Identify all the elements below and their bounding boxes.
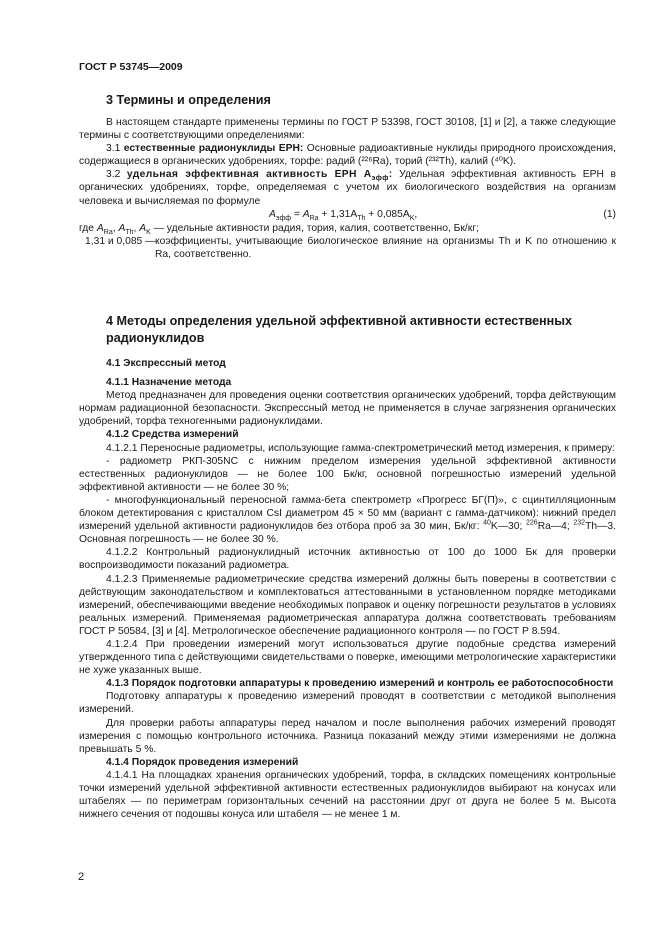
section-4-body xyxy=(79,357,616,821)
term-3-2 xyxy=(79,168,616,207)
subsection-4-1-1-text: Метод предназначен для проведения оценки соответствия органических удобрений, торфа действующим нормам радиационной безопасности. Экспрессный метод не применяется в случае загрязнения органических удобрений, торфа техногенными радионуклидами. xyxy=(79,390,616,428)
term-3-2-number: 3.2 xyxy=(106,169,127,181)
formula-1-number: (1) xyxy=(603,208,616,220)
section-3-body xyxy=(79,116,616,262)
term-3-1-term: естественные радионуклиды ЕРН: xyxy=(123,143,304,155)
term-3-2-term-subscript: эфф xyxy=(371,175,389,183)
running-header: ГОСТ Р 53745—2009 xyxy=(79,61,183,73)
formula-where-2 xyxy=(79,235,616,262)
formula-where-2-text: коэффициенты, учитывающие биологическое влияние на организмы Th и K по отношению к Ra, соответственно. xyxy=(155,235,616,260)
clause-4-1-2-1: 4.1.2.1 Переносные радиометры, использующие гамма-спектрометрический метод измерения, к примеру: xyxy=(106,442,616,454)
clause-4-1-2-4: 4.1.2.4 При проведении измерений могут использоваться другие подобные средства измерений утвержденного типа с действующими свидетельствами о поверке, имеющими метрологические характеристики не хуже указанных выше. xyxy=(79,638,616,677)
page-number: 2 xyxy=(78,871,85,883)
term-3-1-number: 3.1 xyxy=(106,143,124,155)
section-3-intro: В настоящем стандарте применены термины по ГОСТ Р 53398, ГОСТ 30108, [1] и [2], а также следующие термины с соответствующими определениями: xyxy=(79,117,616,142)
formula-where-1: где $A_{Ra}$, $A_{Th}$, $A_K$ — удельные активности радия, тория, калия, соответственно, Бк/кг; xyxy=(79,222,479,236)
subsection-4-1-3-text-1: Подготовку аппаратуры к проведению измерений проводят в соответствии с методикой выполнения измерений. xyxy=(79,691,616,716)
formula-1 xyxy=(79,208,616,222)
clause-4-1-2-2: 4.1.2.2 Контрольный радионуклидный источник активностью от 100 до 1000 Бк для проверки воспроизводимости показаний радиометра. xyxy=(79,547,616,572)
formula-where-2-symbol: 1,31 и 0,085 — xyxy=(85,235,156,247)
formula-1-expression: $A_{эфф} = A_{Ra} + 1,31A_{Th} + 0,085A_K$, xyxy=(269,208,418,222)
term-3-2-definition: Удельная эффективная активность ЕРН в органических удобрениях, торфе, определяемая с учетом их биологического воздействия на организм человека и вычисляемая по формуле xyxy=(79,169,616,207)
clause-4-1-2-3: 4.1.2.3 Применяемые радиометрические средства измерений должны быть поверены в соответствии с действующим законодательством и комплектоваться аттестованными в установленном порядке методиками измерений, обеспечивающими введение необходимых поправок и оценку погрешности результатов в условиях реальных измерений. Применяемая радиометрическая аппаратура должна соответствовать требованиям ГОСТ Р 50584, [3] и [4]. Метрологическое обеспечение радиационного контроля — по ГОСТ Р 8.594. xyxy=(79,573,616,637)
clause-4-1-4-1: 4.1.4.1 На площадках хранения органических удобрений, торфа, в складских помещениях контрольные точки измерений удельной эффективной активности естественных радионуклидов выбирают на конусах или штабелях — по периметрам горизонтальных сечений на расстоянии друг от друга не более 5 м. Высота нижнего сечения от подошвы конуса или штабеля — не менее 1 м. xyxy=(79,769,616,821)
subsection-4-1-4-title: 4.1.4 Порядок проведения измерений xyxy=(106,756,299,768)
clause-4-1-2-1-item-a: - радиометр РКП-305NC с нижним пределом измерения удельной эффективной активности естественных радионуклидов — не более 100 Бк/кг, основной погрешностью измерений удельной эффективной активности — не более 30 %; xyxy=(79,455,616,493)
subsection-4-1-3-text-2: Для проверки работы аппаратуры перед началом и после выполнения рабочих измерений проводят измерения с помощью контрольного источника. Разница показаний между этими измерениями не должна превышать 5 %. xyxy=(79,717,616,755)
subsection-4-1-title: 4.1 Экспрессный метод xyxy=(106,358,226,369)
section-4-title: 4 Методы определения удельной эффективной активности естественных радионуклидов xyxy=(106,314,573,345)
subsection-4-1-1-title: 4.1.1 Назначение метода xyxy=(106,377,232,389)
term-3-1-definition: Основные радиоактивные нуклиды природного происхождения, содержащиеся в органических удобрениях, торфе: радий (²²⁶Ra), торий (²³²Th), калий (⁴⁰K). xyxy=(79,143,616,168)
subsection-4-1-2-title: 4.1.2 Средства измерений xyxy=(106,429,239,441)
term-3-2-colon: : xyxy=(388,169,393,181)
term-3-1 xyxy=(79,142,616,168)
clause-4-1-2-1-item-b: - многофункциональный переносной гамма-бета спектрометр «Прогресс БГ(П)», с сцинтилляционным блоком детектирования с кристаллом CsI диаметром 45 × 50 мм (вариант с гамма-датчиком): нижний предел измерений удельной активности радионуклидов без отбора проб за 30 мин, Бк/кг: $^{40}$K—30; $^{226}$Ra—4; $^{232}$Th—3. Основная погрешность — не более 30 %. xyxy=(79,494,616,546)
term-3-2-term xyxy=(126,169,393,183)
term-3-2-term-text: удельная эффективная активность ЕРН A xyxy=(126,169,372,181)
subsection-4-1-3-title: 4.1.3 Порядок подготовки аппаратуры к проведению измерений и контроль ее работоспособности xyxy=(106,678,614,690)
section-3-title: 3 Термины и определения xyxy=(106,93,271,107)
